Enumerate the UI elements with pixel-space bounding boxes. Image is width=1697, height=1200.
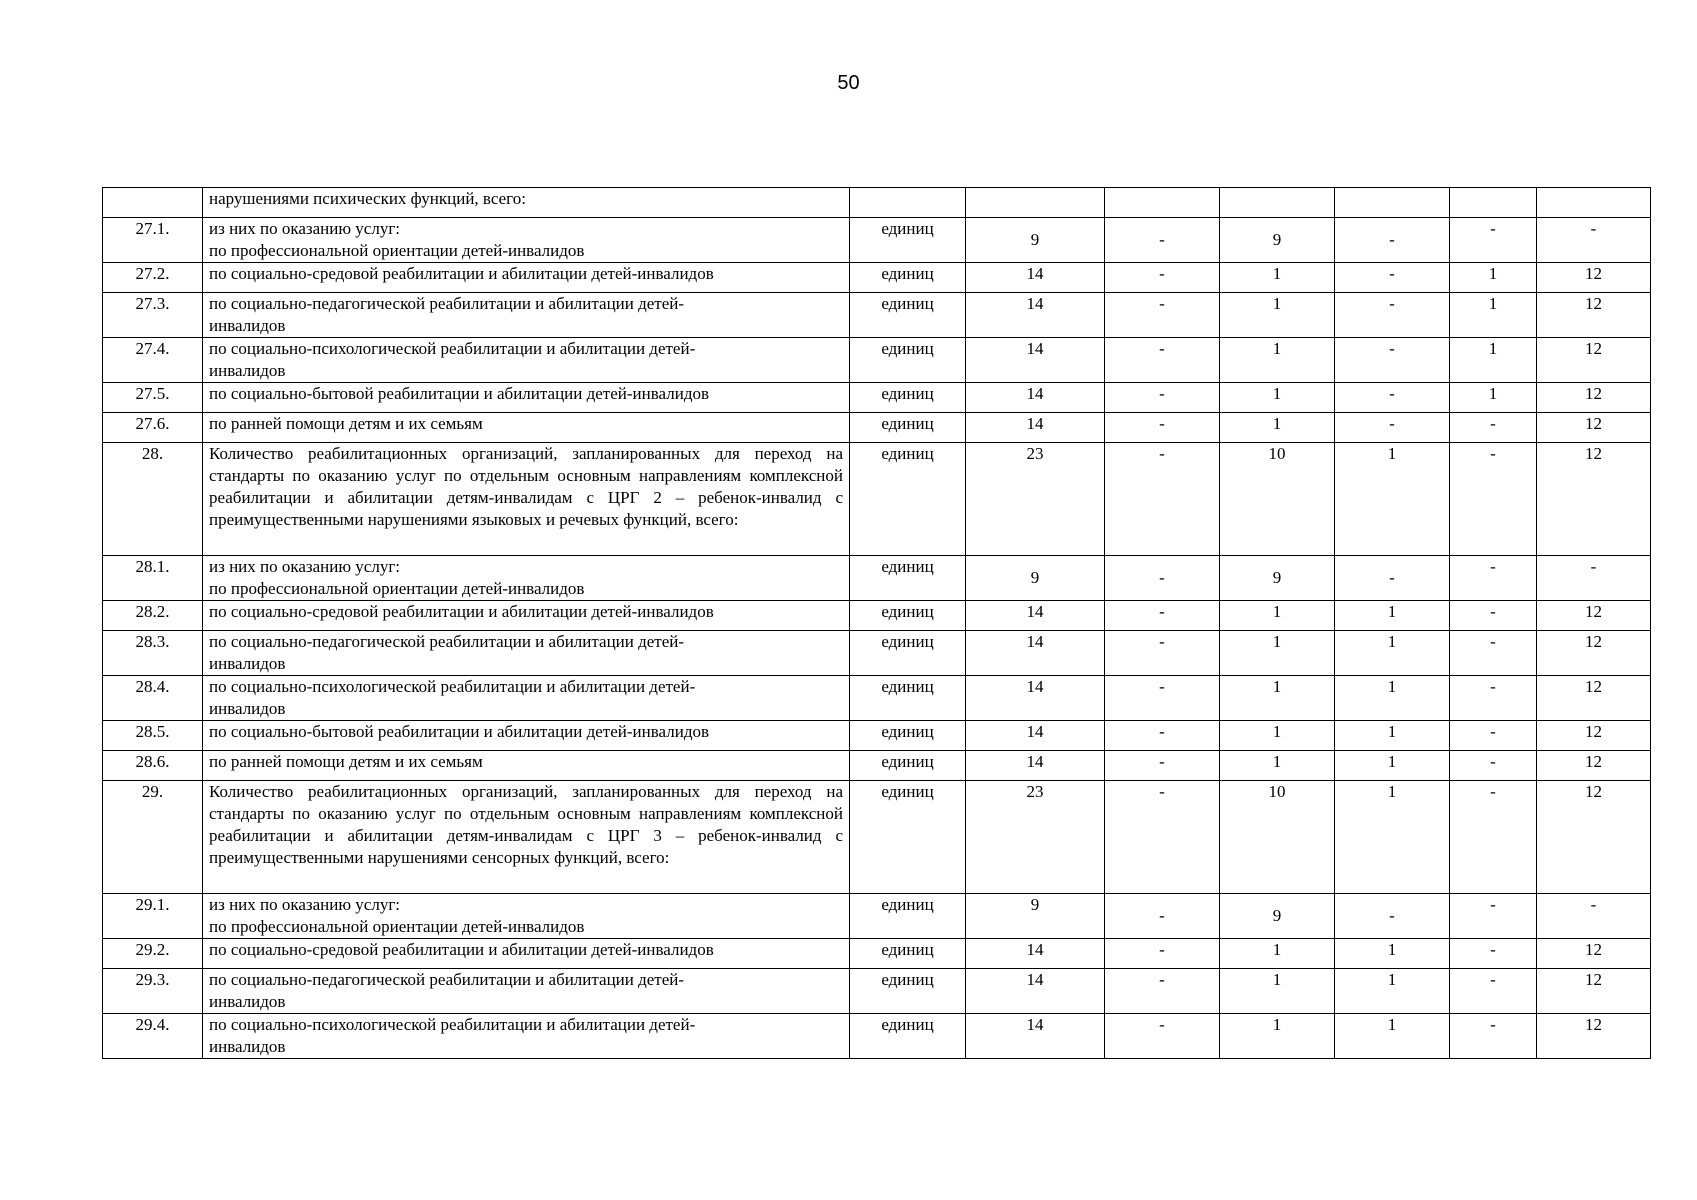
unit-cell: единиц bbox=[850, 1014, 966, 1059]
value-cell: - bbox=[1335, 894, 1450, 939]
unit-cell: единиц bbox=[850, 751, 966, 781]
unit-cell: единиц bbox=[850, 263, 966, 293]
description-line: по социально-психологической реабилитации и абилитации детей- bbox=[209, 339, 696, 358]
value-cell: 10 bbox=[1220, 443, 1335, 556]
description-line: по социально-педагогической реабилитации и абилитации детей- bbox=[209, 632, 685, 651]
value-cell: 1 bbox=[1220, 383, 1335, 413]
value-cell: 1 bbox=[1335, 676, 1450, 721]
value-cell: 1 bbox=[1335, 443, 1450, 556]
value-cell: - bbox=[1450, 601, 1537, 631]
description-line: нарушениями психических функций, всего: bbox=[209, 189, 526, 208]
table-row bbox=[103, 443, 1651, 556]
value-cell: - bbox=[1105, 218, 1220, 263]
row-number: 27.1. bbox=[103, 218, 203, 263]
value-cell: - bbox=[1335, 218, 1450, 263]
description-line: по профессиональной ориентации детей-инвалидов bbox=[209, 579, 585, 598]
value-cell: - bbox=[1450, 939, 1537, 969]
table-row bbox=[103, 631, 1651, 676]
value-cell: - bbox=[1105, 751, 1220, 781]
value-cell: 1 bbox=[1335, 969, 1450, 1014]
row-description bbox=[203, 939, 850, 969]
description-line: по социально-педагогической реабилитации и абилитации детей- bbox=[209, 970, 685, 989]
value-cell: 1 bbox=[1335, 781, 1450, 894]
value-cell: 9 bbox=[966, 218, 1105, 263]
row-description bbox=[203, 676, 850, 721]
value-cell: 1 bbox=[1335, 721, 1450, 751]
table-row bbox=[103, 601, 1651, 631]
unit-cell bbox=[850, 188, 966, 218]
value-cell: - bbox=[1105, 338, 1220, 383]
value-cell: - bbox=[1450, 413, 1537, 443]
value-cell: - bbox=[1105, 556, 1220, 601]
table-row bbox=[103, 263, 1651, 293]
value-cell: 12 bbox=[1537, 969, 1651, 1014]
description-line: по социально-психологической реабилитации и абилитации детей- bbox=[209, 677, 696, 696]
description-line: по социально-средовой реабилитации и абилитации детей-инвалидов bbox=[209, 602, 714, 621]
unit-cell: единиц bbox=[850, 781, 966, 894]
row-number: 29.3. bbox=[103, 969, 203, 1014]
value-cell: 12 bbox=[1537, 751, 1651, 781]
value-cell: - bbox=[1105, 721, 1220, 751]
description-line: из них по оказанию услуг: bbox=[209, 557, 401, 576]
value-cell: 14 bbox=[966, 676, 1105, 721]
value-cell: - bbox=[1450, 969, 1537, 1014]
value-cell: - bbox=[1450, 751, 1537, 781]
value-cell: - bbox=[1105, 293, 1220, 338]
value-cell: 14 bbox=[966, 601, 1105, 631]
value-cell: - bbox=[1335, 413, 1450, 443]
value-cell: 1 bbox=[1450, 338, 1537, 383]
value-cell: - bbox=[1450, 556, 1537, 601]
table-row bbox=[103, 676, 1651, 721]
value-cell: 12 bbox=[1537, 413, 1651, 443]
table-row bbox=[103, 413, 1651, 443]
value-cell: 1 bbox=[1220, 338, 1335, 383]
value-cell: - bbox=[1537, 218, 1651, 263]
indicators-table bbox=[102, 187, 1651, 1059]
row-number: 27.4. bbox=[103, 338, 203, 383]
row-number: 29. bbox=[103, 781, 203, 894]
row-number: 29.2. bbox=[103, 939, 203, 969]
description-line: из них по оказанию услуг: bbox=[209, 895, 401, 914]
value-cell: 1 bbox=[1220, 939, 1335, 969]
table-row bbox=[103, 293, 1651, 338]
value-cell: - bbox=[1450, 676, 1537, 721]
value-cell: 12 bbox=[1537, 263, 1651, 293]
value-cell bbox=[1450, 188, 1537, 218]
value-cell: 1 bbox=[1220, 969, 1335, 1014]
row-number: 27.6. bbox=[103, 413, 203, 443]
value-cell: 1 bbox=[1220, 631, 1335, 676]
value-cell: 9 bbox=[966, 894, 1105, 939]
value-cell: - bbox=[1105, 1014, 1220, 1059]
row-number: 28.4. bbox=[103, 676, 203, 721]
unit-cell: единиц bbox=[850, 721, 966, 751]
value-cell: 14 bbox=[966, 338, 1105, 383]
value-cell: - bbox=[1105, 413, 1220, 443]
description-line: инвалидов bbox=[209, 992, 286, 1011]
row-description bbox=[203, 338, 850, 383]
value-cell bbox=[1335, 188, 1450, 218]
value-cell: 9 bbox=[1220, 218, 1335, 263]
value-cell: - bbox=[1450, 218, 1537, 263]
value-cell: 14 bbox=[966, 751, 1105, 781]
description-line: инвалидов bbox=[209, 361, 286, 380]
unit-cell: единиц bbox=[850, 969, 966, 1014]
row-number: 27.2. bbox=[103, 263, 203, 293]
unit-cell: единиц bbox=[850, 631, 966, 676]
table-body bbox=[103, 188, 1651, 1059]
value-cell: 12 bbox=[1537, 939, 1651, 969]
table-row bbox=[103, 781, 1651, 894]
value-cell: - bbox=[1450, 443, 1537, 556]
value-cell: - bbox=[1105, 263, 1220, 293]
value-cell: 14 bbox=[966, 263, 1105, 293]
value-cell: - bbox=[1335, 263, 1450, 293]
value-cell bbox=[1220, 188, 1335, 218]
table-row bbox=[103, 969, 1651, 1014]
value-cell: - bbox=[1537, 556, 1651, 601]
value-cell: - bbox=[1450, 894, 1537, 939]
table-row bbox=[103, 894, 1651, 939]
value-cell: - bbox=[1450, 1014, 1537, 1059]
description-line: по социально-психологической реабилитации и абилитации детей- bbox=[209, 1015, 696, 1034]
description-line: по социально-средовой реабилитации и абилитации детей-инвалидов bbox=[209, 264, 714, 283]
value-cell bbox=[966, 188, 1105, 218]
value-cell: 23 bbox=[966, 781, 1105, 894]
value-cell: - bbox=[1105, 383, 1220, 413]
value-cell: 1 bbox=[1335, 601, 1450, 631]
row-description bbox=[203, 601, 850, 631]
value-cell: 10 bbox=[1220, 781, 1335, 894]
description-line: инвалидов bbox=[209, 654, 286, 673]
row-description bbox=[203, 721, 850, 751]
unit-cell: единиц bbox=[850, 556, 966, 601]
table-row bbox=[103, 751, 1651, 781]
value-cell: 9 bbox=[1220, 556, 1335, 601]
value-cell: 14 bbox=[966, 969, 1105, 1014]
unit-cell: единиц bbox=[850, 413, 966, 443]
unit-cell: единиц bbox=[850, 894, 966, 939]
value-cell: 1 bbox=[1220, 751, 1335, 781]
value-cell: 1 bbox=[1220, 676, 1335, 721]
value-cell: 12 bbox=[1537, 293, 1651, 338]
unit-cell: единиц bbox=[850, 338, 966, 383]
table-row bbox=[103, 338, 1651, 383]
description-line: по социально-средовой реабилитации и абилитации детей-инвалидов bbox=[209, 940, 714, 959]
row-description bbox=[203, 218, 850, 263]
row-number: 28.5. bbox=[103, 721, 203, 751]
value-cell: 1 bbox=[1220, 721, 1335, 751]
value-cell: - bbox=[1105, 894, 1220, 939]
value-cell bbox=[1105, 188, 1220, 218]
row-number: 28. bbox=[103, 443, 203, 556]
description-line: Количество реабилитационных организаций, запланированных для переход на стандарты по оказанию услуг по отдельным основным направлениям комплексной реабилитации и абилитации детям-инвалидам с ЦРГ 3 – ребенок-инвалид с преимущественными нарушениями сенсорных функций, всего: bbox=[209, 782, 843, 867]
value-cell: 1 bbox=[1335, 939, 1450, 969]
value-cell: 1 bbox=[1450, 293, 1537, 338]
value-cell: 1 bbox=[1220, 413, 1335, 443]
value-cell: 14 bbox=[966, 939, 1105, 969]
value-cell: 12 bbox=[1537, 1014, 1651, 1059]
row-number: 28.2. bbox=[103, 601, 203, 631]
row-number: 28.6. bbox=[103, 751, 203, 781]
value-cell: - bbox=[1105, 443, 1220, 556]
row-description bbox=[203, 263, 850, 293]
value-cell: 1 bbox=[1335, 631, 1450, 676]
value-cell: 23 bbox=[966, 443, 1105, 556]
value-cell: 12 bbox=[1537, 601, 1651, 631]
table-row bbox=[103, 939, 1651, 969]
value-cell: 1 bbox=[1220, 263, 1335, 293]
value-cell: 1 bbox=[1450, 263, 1537, 293]
row-description bbox=[203, 188, 850, 218]
row-description bbox=[203, 631, 850, 676]
value-cell: - bbox=[1105, 676, 1220, 721]
value-cell: 1 bbox=[1335, 1014, 1450, 1059]
table-row bbox=[103, 383, 1651, 413]
unit-cell: единиц bbox=[850, 939, 966, 969]
row-number: 28.3. bbox=[103, 631, 203, 676]
value-cell: 14 bbox=[966, 1014, 1105, 1059]
description-line: инвалидов bbox=[209, 1037, 286, 1056]
table-row bbox=[103, 218, 1651, 263]
unit-cell: единиц bbox=[850, 383, 966, 413]
description-line: по социально-педагогической реабилитации и абилитации детей- bbox=[209, 294, 685, 313]
row-description bbox=[203, 751, 850, 781]
value-cell: - bbox=[1335, 383, 1450, 413]
value-cell: - bbox=[1105, 939, 1220, 969]
unit-cell: единиц bbox=[850, 293, 966, 338]
value-cell: 12 bbox=[1537, 721, 1651, 751]
description-line: инвалидов bbox=[209, 699, 286, 718]
row-description bbox=[203, 413, 850, 443]
value-cell: 14 bbox=[966, 631, 1105, 676]
value-cell: 1 bbox=[1220, 293, 1335, 338]
value-cell: - bbox=[1537, 894, 1651, 939]
value-cell: 1 bbox=[1450, 383, 1537, 413]
row-description bbox=[203, 781, 850, 894]
description-line: инвалидов bbox=[209, 316, 286, 335]
page-number: 50 bbox=[837, 72, 860, 94]
value-cell: - bbox=[1105, 601, 1220, 631]
unit-cell: единиц bbox=[850, 601, 966, 631]
row-description bbox=[203, 894, 850, 939]
table-row bbox=[103, 556, 1651, 601]
description-line: по профессиональной ориентации детей-инвалидов bbox=[209, 917, 585, 936]
row-number: 29.1. bbox=[103, 894, 203, 939]
table-row bbox=[103, 188, 1651, 218]
value-cell: - bbox=[1335, 293, 1450, 338]
value-cell: 12 bbox=[1537, 443, 1651, 556]
table-row bbox=[103, 721, 1651, 751]
value-cell: 14 bbox=[966, 293, 1105, 338]
value-cell: - bbox=[1450, 781, 1537, 894]
value-cell: 12 bbox=[1537, 676, 1651, 721]
value-cell: 12 bbox=[1537, 781, 1651, 894]
row-description bbox=[203, 969, 850, 1014]
value-cell: - bbox=[1450, 721, 1537, 751]
value-cell: 12 bbox=[1537, 383, 1651, 413]
value-cell: - bbox=[1105, 969, 1220, 1014]
table-row bbox=[103, 1014, 1651, 1059]
value-cell: 9 bbox=[1220, 894, 1335, 939]
unit-cell: единиц bbox=[850, 443, 966, 556]
value-cell: - bbox=[1335, 556, 1450, 601]
row-description bbox=[203, 556, 850, 601]
row-number: 27.3. bbox=[103, 293, 203, 338]
row-description bbox=[203, 1014, 850, 1059]
description-line: по ранней помощи детям и их семьям bbox=[209, 414, 483, 433]
description-line: по социально-бытовой реабилитации и абилитации детей-инвалидов bbox=[209, 384, 709, 403]
value-cell: - bbox=[1105, 631, 1220, 676]
description-line: по ранней помощи детям и их семьям bbox=[209, 752, 483, 771]
row-description bbox=[203, 293, 850, 338]
row-number bbox=[103, 188, 203, 218]
value-cell: 1 bbox=[1220, 1014, 1335, 1059]
row-number: 27.5. bbox=[103, 383, 203, 413]
description-line: Количество реабилитационных организаций, запланированных для переход на стандарты по оказанию услуг по отдельным основным направлениям комплексной реабилитации и абилитации детям-инвалидам с ЦРГ 2 – ребенок-инвалид с преимущественными нарушениями языковых и речевых функций, всего: bbox=[209, 444, 843, 529]
row-description bbox=[203, 383, 850, 413]
unit-cell: единиц bbox=[850, 218, 966, 263]
value-cell: 14 bbox=[966, 383, 1105, 413]
value-cell: 12 bbox=[1537, 631, 1651, 676]
description-line: по социально-бытовой реабилитации и абилитации детей-инвалидов bbox=[209, 722, 709, 741]
value-cell: 9 bbox=[966, 556, 1105, 601]
value-cell: 1 bbox=[1335, 751, 1450, 781]
description-line: по профессиональной ориентации детей-инвалидов bbox=[209, 241, 585, 260]
value-cell: 14 bbox=[966, 413, 1105, 443]
row-number: 28.1. bbox=[103, 556, 203, 601]
description-line: из них по оказанию услуг: bbox=[209, 219, 401, 238]
value-cell: - bbox=[1335, 338, 1450, 383]
value-cell: 14 bbox=[966, 721, 1105, 751]
value-cell: - bbox=[1105, 781, 1220, 894]
value-cell: - bbox=[1450, 631, 1537, 676]
value-cell: 1 bbox=[1220, 601, 1335, 631]
value-cell: 12 bbox=[1537, 338, 1651, 383]
row-number: 29.4. bbox=[103, 1014, 203, 1059]
unit-cell: единиц bbox=[850, 676, 966, 721]
value-cell bbox=[1537, 188, 1651, 218]
row-description bbox=[203, 443, 850, 556]
